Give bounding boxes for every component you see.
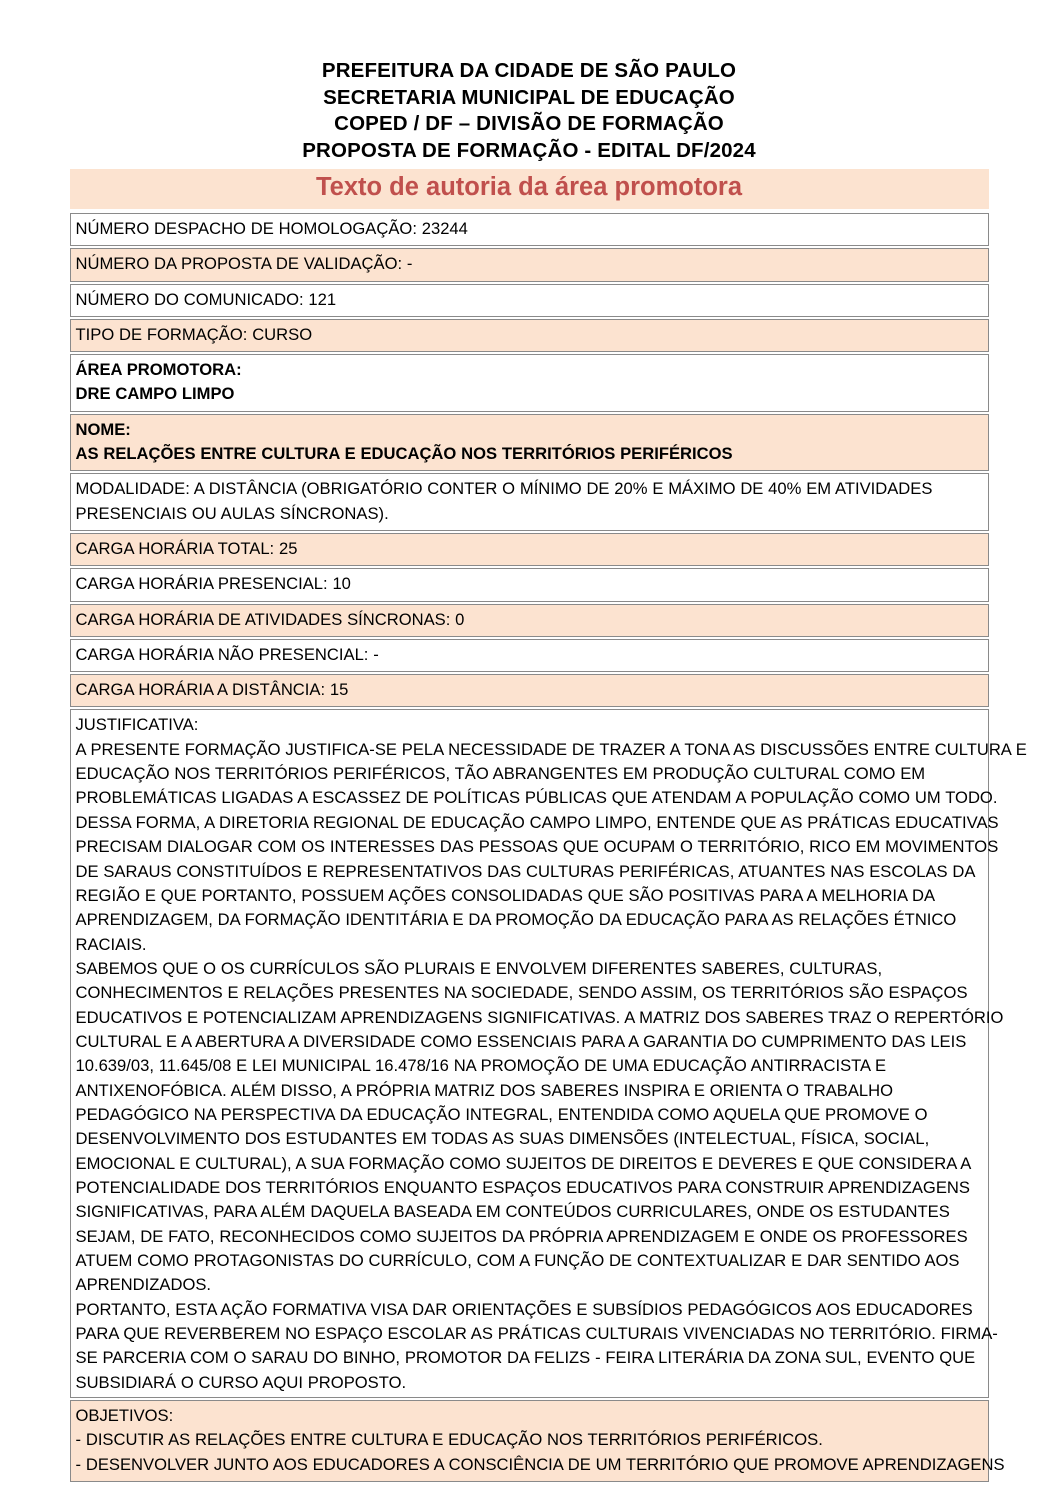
modalidade-line-1: MODALIDADE: A DISTÂNCIA (OBRIGATÓRIO CONTER O MÍNIMO DE 20% E MÁXIMO DE 40% EM ATIVIDADES: [75, 479, 933, 499]
justificativa-line: ANTIXENOFÓBICA. ALÉM DISSO, A PRÓPRIA MATRIZ DOS SABERES INSPIRA E ORIENTA O TRABALHO: [75, 1080, 894, 1100]
nome-label: NOME:: [75, 419, 131, 439]
cell-tipo-formacao: TIPO DE FORMAÇÃO: CURSO: [70, 319, 989, 352]
justificativa-line: SABEMOS QUE O OS CURRÍCULOS SÃO PLURAIS E ENVOLVEM DIFERENTES SABERES, CULTURAS,: [75, 958, 883, 978]
objetivos-line: - DISCUTIR AS RELAÇÕES ENTRE CULTURA E EDUCAÇÃO NOS TERRITÓRIOS PERIFÉRICOS.: [75, 1430, 823, 1450]
table-row-justificativa: [70, 709, 989, 1398]
justificativa-line: POTENCIALIDADE DOS TERRITÓRIOS ENQUANTO ESPAÇOS EDUCATIVOS PARA CONSTRUIR APRENDIZAGENS: [75, 1177, 970, 1197]
proposal-table: [70, 211, 1027, 1484]
table-row-despacho: [70, 213, 989, 246]
area-promotora-value: DRE CAMPO LIMPO: [75, 384, 235, 404]
justificativa-line: PEDAGÓGICO NA PERSPECTIVA DA EDUCAÇÃO INTEGRAL, ENTENDIDA COMO AQUELA QUE PROMOVE O: [75, 1104, 928, 1124]
cell-ch-total: CARGA HORÁRIA TOTAL: 25: [70, 533, 989, 566]
justificativa-line: DESENVOLVIMENTO DOS ESTUDANTES EM TODAS AS SUAS DIMENSÕES (INTELECTUAL, FÍSICA, SOCIAL,: [75, 1129, 930, 1149]
cell-area-promotora: [70, 354, 989, 412]
cell-ch-presencial: CARGA HORÁRIA PRESENCIAL: 10: [70, 568, 989, 601]
justificativa-line: SEJAM, DE FATO, RECONHECIDOS COMO SUJEITOS DA PRÓPRIA APRENDIZAGEM E ONDE OS PROFESSORES: [75, 1226, 968, 1246]
table-row-nome: [70, 414, 989, 472]
table-row-tipo-formacao: [70, 319, 989, 352]
header-line-coped: COPED / DF – DIVISÃO DE FORMAÇÃO: [334, 112, 724, 135]
justificativa-line: PORTANTO, ESTA AÇÃO FORMATIVA VISA DAR ORIENTAÇÕES E SUBSÍDIOS PEDAGÓGICOS AOS EDUCADORES: [75, 1299, 973, 1319]
area-promotora-label: ÁREA PROMOTORA:: [75, 360, 242, 380]
justificativa-line: ATUEM COMO PROTAGONISTAS DO CURRÍCULO, COM A FUNÇÃO DE CONTEXTUALIZAR E DAR SENTIDO AOS: [75, 1251, 960, 1271]
justificativa-line: PARA QUE REVERBEREM NO ESPAÇO ESCOLAR AS PRÁTICAS CULTURAIS VIVENCIADAS NO TERRITÓRIO. FIRMA-: [75, 1324, 998, 1344]
table-row-ch-distancia: [70, 674, 989, 707]
justificativa-line: REGIÃO E QUE PORTANTO, POSSUEM AÇÕES CONSOLIDADAS QUE SÃO POSITIVAS PARA A MELHORIA DA: [75, 885, 936, 905]
justificativa-label: JUSTIFICATIVA:: [75, 715, 199, 735]
table-row-ch-total: [70, 533, 989, 566]
header-line-secretaria: SECRETARIA MUNICIPAL DE EDUCAÇÃO: [323, 85, 735, 109]
objetivos-label: OBJETIVOS:: [75, 1406, 174, 1426]
table-row-comunicado: [70, 284, 989, 317]
document-header: [0, 0, 1058, 164]
justificativa-line: APRENDIZAGEM, DA FORMAÇÃO IDENTITÁRIA E DA PROMOÇÃO DA EDUCAÇÃO PARA AS RELAÇÕES ÉTNICO: [75, 910, 957, 930]
table-row-objetivos: [70, 1400, 989, 1482]
cell-ch-nao-presencial: CARGA HORÁRIA NÃO PRESENCIAL: -: [70, 639, 989, 672]
table-row-modalidade: [70, 473, 989, 531]
objetivos-line: - DESENVOLVER JUNTO AOS EDUCADORES A CONSCIÊNCIA DE UM TERRITÓRIO QUE PROMOVE APRENDIZAGENS: [75, 1454, 1005, 1474]
justificativa-line: RACIAIS.: [75, 934, 147, 954]
cell-modalidade: [70, 473, 989, 531]
header-line-prefeitura: PREFEITURA DA CIDADE DE SÃO PAULO: [321, 59, 737, 82]
justificativa-line: PRECISAM DIALOGAR COM OS INTERESSES DAS PESSOAS QUE OCUPAM O TERRITÓRIO, RICO EM MOVIMENTOS: [75, 837, 999, 857]
table-row-proposta-validacao: [70, 248, 989, 281]
justificativa-line: EMOCIONAL E CULTURAL), A SUA FORMAÇÃO COMO SUJEITOS DE DIREITOS E DEVERES E QUE CONSIDERA A: [75, 1153, 972, 1173]
table-row-ch-sincronas: [70, 604, 989, 637]
table-row-ch-nao-presencial: [70, 639, 989, 672]
title-banner: [70, 169, 989, 209]
justificativa-line: DE SARAUS CONSTITUÍDOS E REPRESENTATIVOS DAS CULTURAS PERIFÉRICAS, ATUANTES NAS ESCOLAS DA: [75, 861, 976, 881]
cell-nome: [70, 414, 989, 472]
modalidade-line-2: PRESENCIAIS OU AULAS SÍNCRONAS).: [75, 503, 389, 523]
title-banner-text: Texto de autoria da área promotora: [315, 173, 743, 201]
cell-despacho: NÚMERO DESPACHO DE HOMOLOGAÇÃO: 23244: [70, 213, 989, 246]
justificativa-line: APRENDIZADOS.: [75, 1275, 212, 1295]
cell-proposta-validacao: NÚMERO DA PROPOSTA DE VALIDAÇÃO: -: [70, 248, 989, 281]
justificativa-line: SUBSIDIARÁ O CURSO AQUI PROPOSTO.: [75, 1372, 407, 1392]
justificativa-line: EDUCAÇÃO NOS TERRITÓRIOS PERIFÉRICOS, TÃO ABRANGENTES EM PRODUÇÃO CULTURAL COMO EM: [75, 764, 926, 784]
justificativa-line: SE PARCERIA COM O SARAU DO BINHO, PROMOTOR DA FELIZS - FEIRA LITERÁRIA DA ZONA SUL, EVENTO QUE: [75, 1348, 976, 1368]
justificativa-line: EDUCATIVOS E POTENCIALIZAM APRENDIZAGENS SIGNIFICATIVAS. A MATRIZ DOS SABERES TRAZ O REPERTÓRIO: [75, 1007, 1004, 1027]
justificativa-line: DESSA FORMA, A DIRETORIA REGIONAL DE EDUCAÇÃO CAMPO LIMPO, ENTENDE QUE AS PRÁTICAS EDUCATIVAS: [75, 812, 999, 832]
header-line-proposta: PROPOSTA DE FORMAÇÃO - EDITAL DF/2024: [302, 138, 756, 162]
justificativa-line: PROBLEMÁTICAS LIGADAS A ESCASSEZ DE POLÍTICAS PÚBLICAS QUE ATENDAM A POPULAÇÃO COMO UM TODO.: [75, 788, 998, 808]
cell-ch-distancia: CARGA HORÁRIA A DISTÂNCIA: 15: [70, 674, 989, 707]
cell-justificativa: [70, 709, 1027, 1398]
justificativa-line: SIGNIFICATIVAS, PARA ALÉM DAQUELA BASEADA EM CONTEÚDOS CURRICULARES, ONDE OS ESTUDANTES: [75, 1202, 950, 1222]
table-row-ch-presencial: [70, 568, 989, 601]
cell-comunicado: NÚMERO DO COMUNICADO: 121: [70, 284, 989, 317]
nome-value: AS RELAÇÕES ENTRE CULTURA E EDUCAÇÃO NOS TERRITÓRIOS PERIFÉRICOS: [75, 444, 733, 464]
justificativa-line: CONHECIMENTOS E RELAÇÕES PRESENTES NA SOCIEDADE, SENDO ASSIM, OS TERRITÓRIOS SÃO ESPAÇOS: [75, 983, 968, 1003]
table-row-area-promotora: [70, 354, 989, 412]
justificativa-line: 10.639/03, 11.645/08 E LEI MUNICIPAL 16.478/16 NA PROMOÇÃO DE UMA EDUCAÇÃO ANTIRRACISTA E: [75, 1056, 887, 1076]
cell-ch-sincronas: CARGA HORÁRIA DE ATIVIDADES SÍNCRONAS: 0: [70, 604, 989, 637]
justificativa-line: A PRESENTE FORMAÇÃO JUSTIFICA-SE PELA NECESSIDADE DE TRAZER A TONA AS DISCUSSÕES ENTRE CULTURA E: [75, 739, 1027, 759]
cell-objetivos: [70, 1400, 1005, 1482]
justificativa-line: CULTURAL E A ABERTURA A DIVERSIDADE COMO ESSENCIAIS PARA A GARANTIA DO CUMPRIMENTO DAS LEIS: [75, 1031, 967, 1051]
